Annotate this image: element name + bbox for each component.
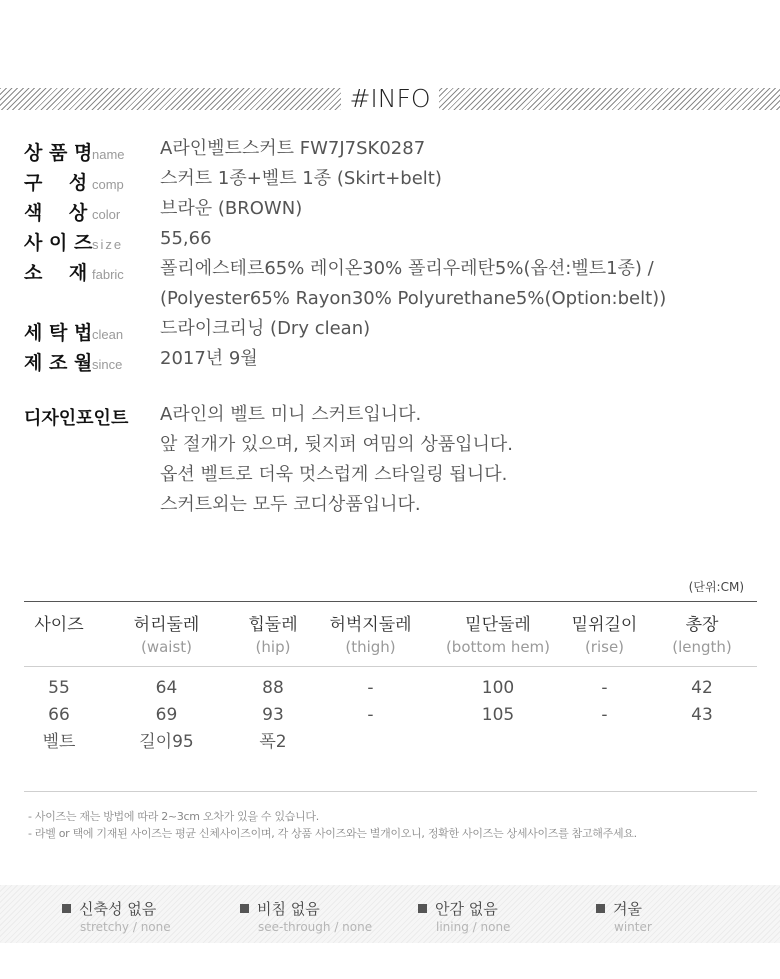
size-table xyxy=(24,601,757,792)
table-cell: 폭2 xyxy=(259,732,287,752)
feature-lining xyxy=(418,898,510,934)
spec-label: 사 이 즈 xyxy=(24,232,93,254)
spec-value: A라인벨트스커트 FW7J7SK0287 xyxy=(160,138,426,159)
header-cell: 총장 (length) xyxy=(672,615,732,656)
table-cell: 64 xyxy=(155,678,178,698)
square-bullet-icon xyxy=(62,904,71,913)
table-row xyxy=(24,675,757,702)
design-point-line: A라인의 벨트 미니 스커트입니다. xyxy=(160,404,422,425)
spec-label-en: size xyxy=(92,237,124,252)
design-point-line: 스커트외는 모두 코디상품입니다. xyxy=(160,494,421,515)
square-bullet-icon xyxy=(596,904,605,913)
size-table-header xyxy=(24,602,757,667)
table-cell: 66 xyxy=(48,705,70,725)
product-spec-list xyxy=(24,138,764,378)
spec-label-en: since xyxy=(92,357,123,372)
header-cell: 사이즈 xyxy=(34,615,84,635)
spec-value: 55,66 xyxy=(160,228,212,249)
spec-label: 소 재 xyxy=(24,262,88,284)
feature-sublabel: stretchy / none xyxy=(80,920,171,934)
table-cell: - xyxy=(367,705,374,725)
spec-row-comp xyxy=(24,168,764,198)
feature-label: 겨울 xyxy=(613,900,642,918)
feature-season xyxy=(596,898,652,934)
design-point-label: 디자인포인트 xyxy=(24,408,129,429)
design-point xyxy=(24,404,513,520)
table-cell xyxy=(647,729,757,756)
design-point-text xyxy=(160,400,513,520)
table-cell: 벨트 xyxy=(42,732,76,752)
spec-label-en: name xyxy=(92,147,125,162)
spec-label: 상 품 명 xyxy=(24,142,93,164)
note-line: - 라벨 or 택에 기재된 사이즈는 평균 신체사이즈이며, 각 상품 사이즈와는 별개이오니, 정확한 사이즈는 상세사이즈를 참고해주세요. xyxy=(28,827,637,840)
feature-label: 비침 없음 xyxy=(257,900,320,918)
table-cell: 43 xyxy=(691,705,713,725)
spec-label: 제 조 월 xyxy=(24,352,93,374)
table-cell: - xyxy=(367,678,374,698)
spec-label-en: fabric xyxy=(92,267,124,282)
spec-value: 드라이크리닝 (Dry clean) xyxy=(160,318,371,339)
square-bullet-icon xyxy=(240,904,249,913)
table-cell xyxy=(562,729,647,756)
info-title: #INFO xyxy=(0,84,780,114)
feature-sublabel: winter xyxy=(614,920,652,934)
square-bullet-icon xyxy=(418,904,427,913)
design-point-line: 앞 절개가 있으며, 뒷지퍼 여밈의 상품입니다. xyxy=(160,434,514,455)
table-cell: 100 xyxy=(481,678,515,698)
spec-label: 세 탁 법 xyxy=(24,322,93,344)
table-cell xyxy=(434,729,562,756)
spec-label: 구 성 xyxy=(24,172,88,194)
header-cell: 밑단둘레 (bottom hem) xyxy=(445,615,551,656)
table-cell: - xyxy=(601,705,608,725)
spec-value: 2017년 9월 xyxy=(160,348,258,369)
spec-value: 폴리에스테르65% 레이온30% 폴리우레탄5%(옵션:벨트1종) / (Polyester65% Rayon30% Polyurethane5%(Option:belt)) xyxy=(160,258,667,309)
spec-row-fabric xyxy=(24,258,764,318)
spec-label-en: comp xyxy=(92,177,124,192)
table-cell xyxy=(307,729,434,756)
table-cell: 길이95 xyxy=(139,732,194,752)
spec-label-en: color xyxy=(92,207,121,222)
spec-row-color xyxy=(24,198,764,228)
unit-label: (단위:CM) xyxy=(688,580,744,594)
size-notes xyxy=(28,808,637,842)
table-row xyxy=(24,729,757,756)
size-table-body xyxy=(24,667,757,792)
header-cell: 허리둘레 (waist) xyxy=(133,615,200,656)
feature-stretch xyxy=(62,898,171,934)
table-cell: 88 xyxy=(262,678,284,698)
feature-label: 신축성 없음 xyxy=(79,900,157,918)
spec-label-en: clean xyxy=(92,327,124,342)
header-cell: 허벅지둘레 (thigh) xyxy=(329,615,412,656)
spec-row-since xyxy=(24,348,764,378)
feature-sublabel: lining / none xyxy=(436,920,511,934)
header-cell: 힙둘레 (hip) xyxy=(248,615,298,656)
spec-value: 스커트 1종+벨트 1종 (Skirt+belt) xyxy=(160,168,442,189)
table-cell: 69 xyxy=(155,705,178,725)
feature-sublabel: see-through / none xyxy=(258,920,373,934)
feature-see-through xyxy=(240,898,372,934)
table-cell: 42 xyxy=(691,678,713,698)
feature-label: 안감 없음 xyxy=(435,900,498,918)
spec-row-clean xyxy=(24,318,764,348)
table-cell: 93 xyxy=(262,705,284,725)
table-row xyxy=(24,702,757,729)
note-line: - 사이즈는 재는 방법에 따라 2~3cm 오차가 있을 수 있습니다. xyxy=(28,810,319,823)
table-cell: 55 xyxy=(48,678,70,698)
header-cell: 밑위길이 (rise) xyxy=(571,615,638,656)
table-cell: 105 xyxy=(481,705,515,725)
spec-label: 색 상 xyxy=(24,202,88,224)
design-point-line: 옵션 벨트로 더욱 멋스럽게 스타일링 됩니다. xyxy=(160,464,508,485)
table-cell: - xyxy=(601,678,608,698)
spec-value: 브라운 (BROWN) xyxy=(160,198,303,219)
